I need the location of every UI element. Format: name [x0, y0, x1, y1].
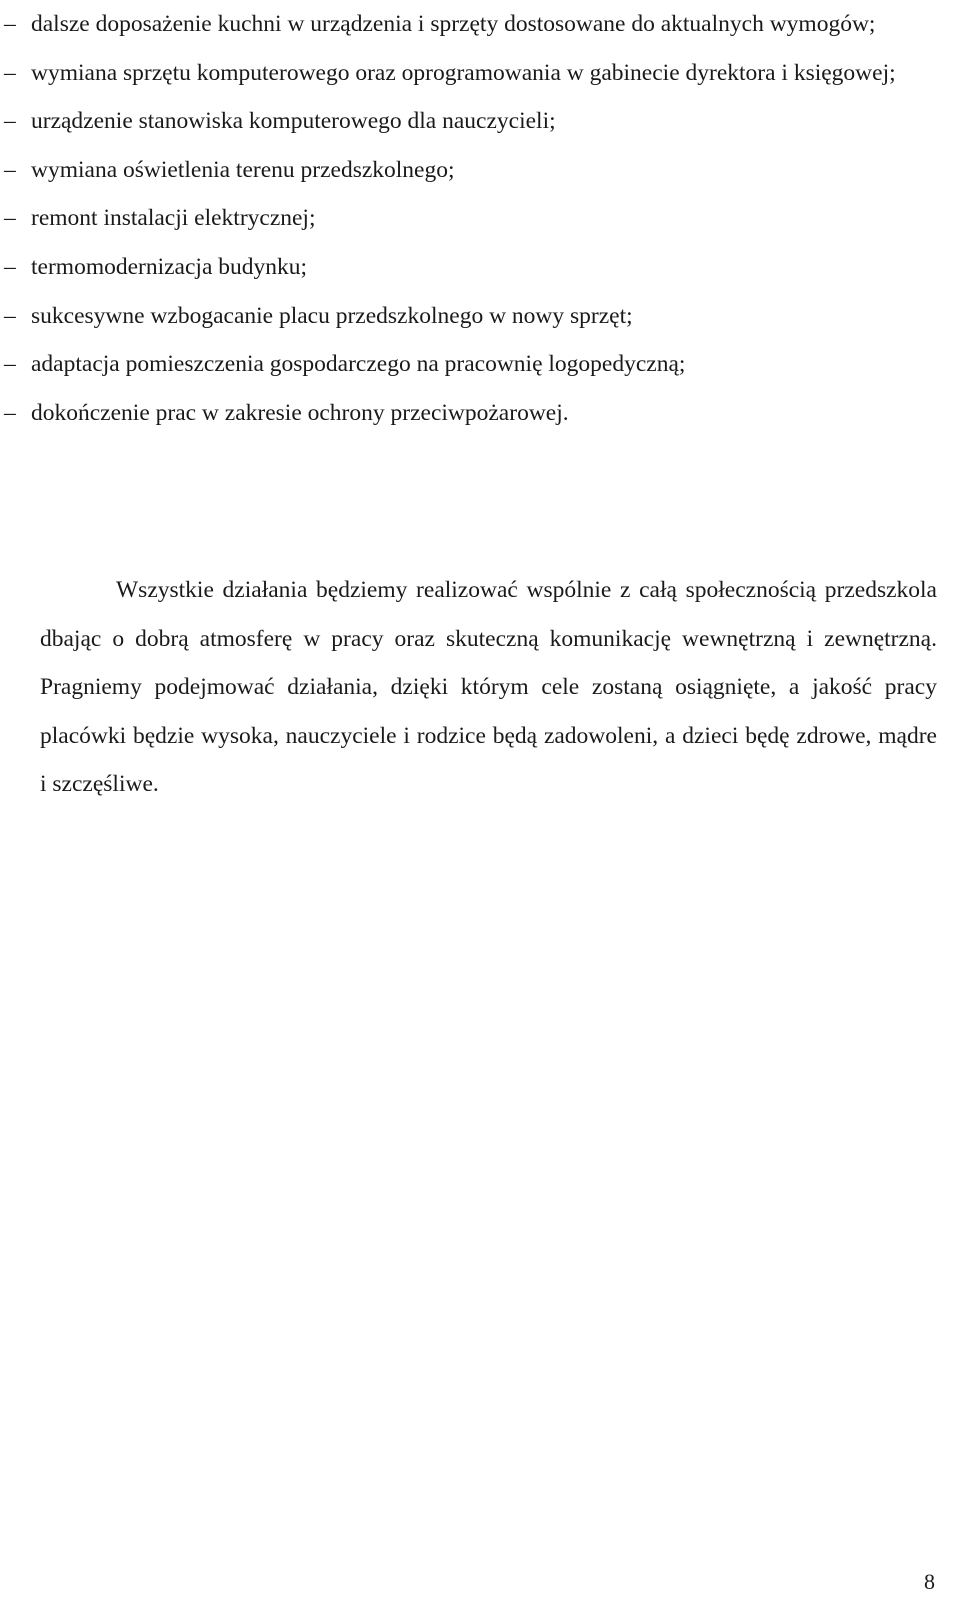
list-item-text: dalsze doposażenie kuchni w urządzenia i sprzęty dostosowane do aktualnych wymogów;	[31, 11, 876, 37]
list-item-text: wymiana sprzętu komputerowego oraz oprogramowania w gabinecie dyrektora i księgowej;	[31, 59, 896, 86]
list-item-text: adaptacja pomieszczenia gospodarczego na pracownię logopedyczną;	[31, 351, 686, 378]
list-item	[0, 243, 945, 292]
list-marker: –	[4, 253, 16, 280]
list-item-text: remont instalacji elektrycznej;	[31, 205, 316, 232]
list-item-text: dokończenie prac w zakresie ochrony przeciwpożarowej.	[31, 399, 569, 426]
list-marker: –	[4, 59, 16, 86]
page-number: 8	[924, 1569, 935, 1594]
bullet-list	[0, 0, 945, 437]
list-marker: –	[4, 156, 16, 183]
list-item-text: wymiana oświetlenia terenu przedszkolnego;	[31, 156, 455, 183]
list-item-text: sukcesywne wzbogacanie placu przedszkolnego w nowy sprzęt;	[31, 302, 633, 329]
list-item	[0, 49, 945, 98]
list-item	[0, 292, 945, 341]
list-item	[0, 146, 945, 195]
list-marker: –	[4, 399, 16, 426]
list-item	[0, 389, 945, 438]
body-paragraph: Wszystkie działania będziemy realizować wspólnie z całą społecznością przedszkola dbając o dobrą atmosferę w pracy oraz skuteczną komunikację wewnętrzną i zewnętrzną. Pragniemy podejmować działania, dzięki którym cele zostaną osiągnięte, a jakość pracy placówki będzie wysoka, nauczyciele i rodzice będą zadowoleni, a dzieci będę zdrowe, mądre i szczęśliwe.	[40, 577, 937, 798]
list-item-text: termomodernizacja budynku;	[31, 253, 308, 280]
list-item	[0, 97, 945, 146]
list-item	[0, 340, 945, 389]
list-item-text: urządzenie stanowiska komputerowego dla nauczycieli;	[31, 108, 556, 135]
list-marker: –	[4, 302, 16, 329]
list-marker: –	[4, 11, 16, 37]
list-item	[0, 194, 945, 243]
list-marker: –	[4, 108, 16, 135]
list-item	[0, 0, 945, 49]
list-marker: –	[4, 205, 16, 232]
list-marker: –	[4, 351, 16, 378]
